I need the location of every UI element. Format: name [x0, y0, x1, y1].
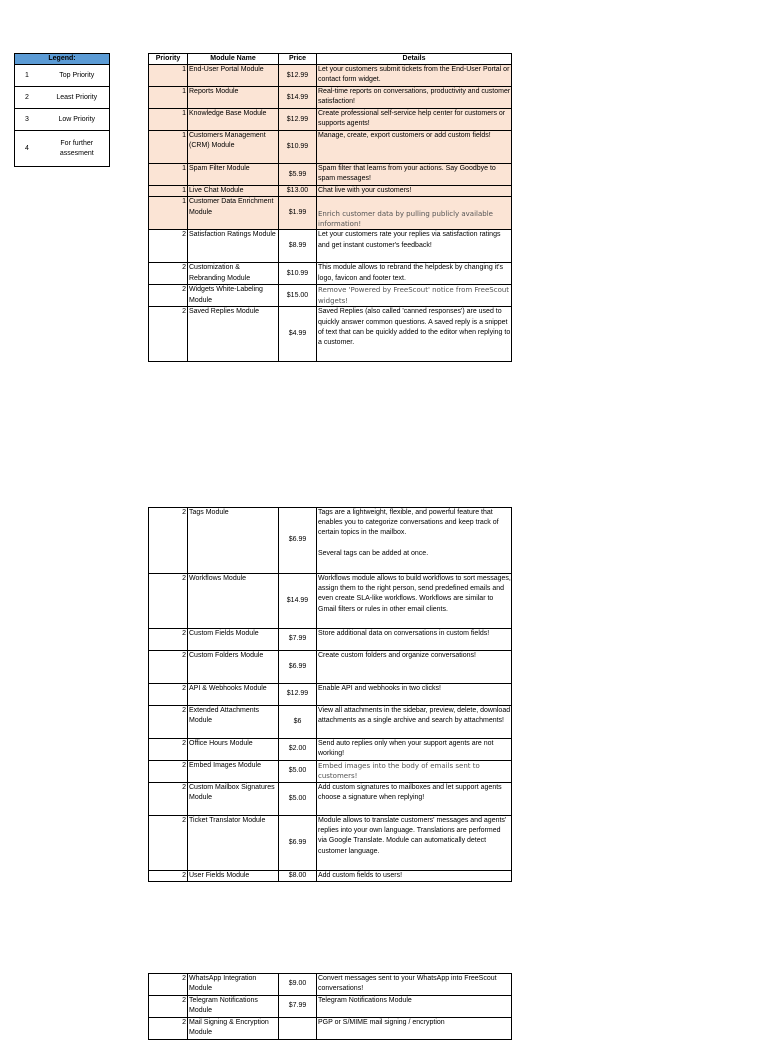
row-module-name: Workflows Module	[188, 574, 279, 629]
row-module-name: Tags Module	[188, 508, 279, 574]
header-price: Price	[279, 54, 317, 65]
header-priority: Priority	[149, 54, 188, 65]
row-priority: 1	[149, 164, 188, 186]
row-module-name: Office Hours Module	[188, 739, 279, 761]
row-details: Add custom signatures to mailboxes and let support agents choose a signature when replying!	[317, 783, 512, 816]
row-price: $8.99	[279, 230, 317, 263]
row-priority: 2	[149, 684, 188, 706]
row-details: Create custom folders and organize conversations!	[317, 651, 512, 684]
row-price: $5.00	[279, 761, 317, 783]
row-details: Tags are a lightweight, flexible, and powerful feature that enables you to categorize conversations and keep track of certain topics in the mailbox. Several tags can be added at once.	[317, 508, 512, 574]
row-details: Send auto replies only when your support agents are not working!	[317, 739, 512, 761]
row-price: $10.99	[279, 263, 317, 285]
row-details: Create professional self-service help center for customers or supports agents!	[317, 109, 512, 131]
row-module-name: WhatsApp Integration Module	[188, 974, 279, 996]
row-priority: 2	[149, 629, 188, 651]
legend-title: Legend:	[15, 54, 110, 65]
row-module-name: Widgets White-Labeling Module	[188, 285, 279, 307]
module-table-3	[148, 973, 512, 1040]
row-details: Spam filter that learns from your actions. Say Goodbye to spam messages!	[317, 164, 512, 186]
row-price: $14.99	[279, 87, 317, 109]
row-price: $6.99	[279, 508, 317, 574]
row-module-name: Mail Signing & Encryption Module	[188, 1018, 279, 1040]
header-module-name: Module Name	[188, 54, 279, 65]
row-price: $1.99	[279, 197, 317, 230]
row-price: $12.99	[279, 684, 317, 706]
header-details: Details	[317, 54, 512, 65]
row-price: $13.00	[279, 186, 317, 197]
row-details: Chat live with your customers!	[317, 186, 512, 197]
row-details: PGP or S/MIME mail signing / encryption	[317, 1018, 512, 1040]
row-priority: 1	[149, 186, 188, 197]
row-price: $6.99	[279, 651, 317, 684]
row-priority: 2	[149, 307, 188, 362]
row-module-name: Custom Mailbox Signatures Module	[188, 783, 279, 816]
row-priority: 2	[149, 761, 188, 783]
row-priority: 2	[149, 816, 188, 871]
row-priority: 1	[149, 131, 188, 164]
row-module-name: Embed Images Module	[188, 761, 279, 783]
row-module-name: Saved Replies Module	[188, 307, 279, 362]
row-module-name: API & Webhooks Module	[188, 684, 279, 706]
row-price: $6	[279, 706, 317, 739]
row-price: $14.99	[279, 574, 317, 629]
row-module-name: Customization & Rebranding Module	[188, 263, 279, 285]
row-price: $5.99	[279, 164, 317, 186]
row-module-name: Telegram Notifications Module	[188, 996, 279, 1018]
row-details: Telegram Notifications Module	[317, 996, 512, 1018]
row-price: $10.99	[279, 131, 317, 164]
row-price: $4.99	[279, 307, 317, 362]
row-price: $2.00	[279, 739, 317, 761]
row-priority: 2	[149, 783, 188, 816]
row-priority: 2	[149, 1018, 188, 1040]
legend-label: For further assesment	[45, 131, 110, 167]
row-module-name: Spam Filter Module	[188, 164, 279, 186]
row-priority: 2	[149, 651, 188, 684]
row-details: Enrich customer data by pulling publicly available information!	[317, 197, 512, 230]
row-price: $12.99	[279, 65, 317, 87]
legend-num: 2	[15, 87, 45, 109]
row-details: Let your customers rate your replies via satisfaction ratings and get instant customer's feedback!	[317, 230, 512, 263]
row-price: $7.99	[279, 996, 317, 1018]
row-price: $7.99	[279, 629, 317, 651]
row-priority: 2	[149, 508, 188, 574]
row-details: Module allows to translate customers' messages and agents' replies into your own language. Translations are performed via Google Translate. Module can automatically detect customer language.	[317, 816, 512, 871]
module-table-1	[148, 53, 512, 362]
row-details: Manage, create, export customers or add custom fields!	[317, 131, 512, 164]
row-details: Workflows module allows to build workflows to sort messages, assign them to the right person, send predefined emails and even create SLA-like workflows. Workflows are similar to Gmail filters or rules in other email clients.	[317, 574, 512, 629]
row-priority: 2	[149, 285, 188, 307]
row-details: Store additional data on conversations in custom fields!	[317, 629, 512, 651]
legend-label: Low Priority	[45, 109, 110, 131]
row-priority: 2	[149, 871, 188, 882]
row-module-name: Customers Management (CRM) Module	[188, 131, 279, 164]
legend-label: Least Priority	[45, 87, 110, 109]
legend-num: 1	[15, 65, 45, 87]
row-priority: 2	[149, 739, 188, 761]
row-module-name: Live Chat Module	[188, 186, 279, 197]
row-priority: 2	[149, 230, 188, 263]
row-price: $6.99	[279, 816, 317, 871]
row-price	[279, 1018, 317, 1040]
row-priority: 1	[149, 87, 188, 109]
row-module-name: Custom Fields Module	[188, 629, 279, 651]
legend-num: 4	[15, 131, 45, 167]
row-priority: 1	[149, 109, 188, 131]
row-details: Let your customers submit tickets from the End-User Portal or contact form widget.	[317, 65, 512, 87]
row-price: $9.00	[279, 974, 317, 996]
row-price: $12.99	[279, 109, 317, 131]
row-module-name: User Fields Module	[188, 871, 279, 882]
row-details: This module allows to rebrand the helpdesk by changing it's logo, favicon and footer text.	[317, 263, 512, 285]
row-priority: 2	[149, 706, 188, 739]
row-priority: 2	[149, 974, 188, 996]
row-details: Saved Replies (also called 'canned responses') are used to quickly answer common questions. A saved reply is a snippet of text that can be quickly added to the editor when replying to a customer.	[317, 307, 512, 362]
row-priority: 2	[149, 263, 188, 285]
row-module-name: Ticket Translator Module	[188, 816, 279, 871]
row-price: $15.00	[279, 285, 317, 307]
row-priority: 2	[149, 996, 188, 1018]
row-priority: 1	[149, 65, 188, 87]
row-priority: 1	[149, 197, 188, 230]
legend-table	[14, 53, 110, 167]
row-details: Convert messages sent to your WhatsApp into FreeScout conversations!	[317, 974, 512, 996]
row-details: View all attachments in the sidebar, preview, delete, download attachments as a single archive and search by attachments!	[317, 706, 512, 739]
row-details: Enable API and webhooks in two clicks!	[317, 684, 512, 706]
row-module-name: Reports Module	[188, 87, 279, 109]
row-module-name: Satisfaction Ratings Module	[188, 230, 279, 263]
row-details: Real-time reports on conversations, productivity and customer satisfaction!	[317, 87, 512, 109]
row-details: Embed images into the body of emails sent to customers!	[317, 761, 512, 783]
row-module-name: Extended Attachments Module	[188, 706, 279, 739]
row-price: $5.00	[279, 783, 317, 816]
row-priority: 2	[149, 574, 188, 629]
row-details: Add custom fields to users!	[317, 871, 512, 882]
row-module-name: End-User Portal Module	[188, 65, 279, 87]
row-module-name: Knowledge Base Module	[188, 109, 279, 131]
module-table-2	[148, 507, 512, 882]
legend-num: 3	[15, 109, 45, 131]
row-module-name: Custom Folders Module	[188, 651, 279, 684]
legend-label: Top Priority	[45, 65, 110, 87]
row-details: Remove 'Powered by FreeScout' notice from FreeScout widgets!	[317, 285, 512, 307]
row-price: $8.00	[279, 871, 317, 882]
row-module-name: Customer Data Enrichment Module	[188, 197, 279, 230]
